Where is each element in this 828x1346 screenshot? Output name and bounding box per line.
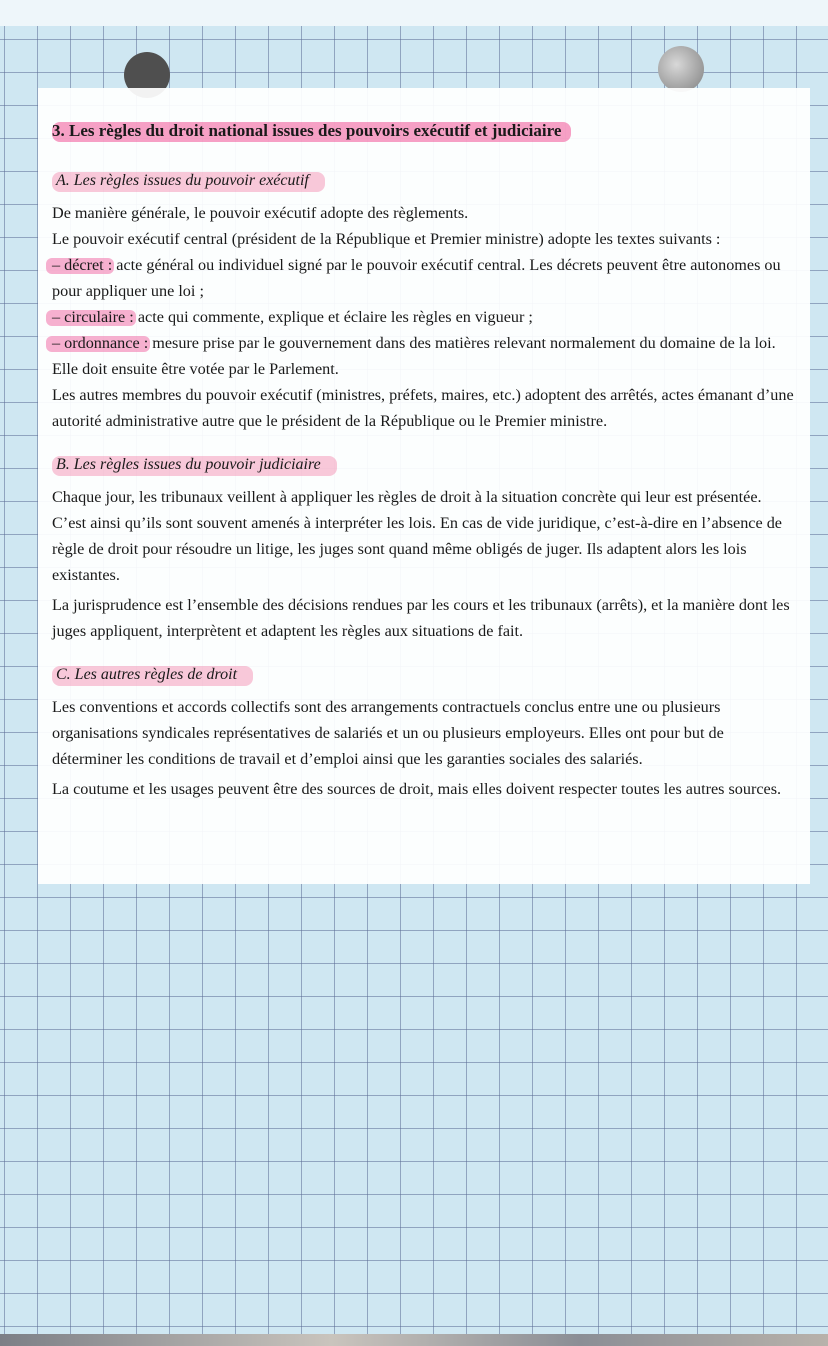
- section-b-paragraph-1: Chaque jour, les tribunaux veillent à appliquer les règles de droit à la situation concrète qui leur est présentée. C’est ainsi qu’ils sont souvent amenés à interpréter les lois. En cas de vide juridique, c’est-à-dire en l’absence de règle de droit pour résoudre un litige, les juges sont quand même obligés de juger. Ils adaptent alors les lois existantes.: [52, 488, 782, 584]
- section-c-title-text: C. Les autres règles de droit: [56, 666, 238, 683]
- term-decret: – décret :: [52, 252, 112, 278]
- list-item-ordonnance: [52, 330, 796, 382]
- section-a-intro: De manière générale, le pouvoir exécutif adopte des règlements.: [52, 204, 469, 222]
- section-c-paragraph-2: La coutume et les usages peuvent être des sources de droit, mais elles doivent respecter toutes les autres sources.: [52, 780, 782, 798]
- section-a-title: [52, 168, 325, 194]
- section-other-rules: [52, 654, 796, 802]
- section-c-paragraph-1: Les conventions et accords collectifs sont des arrangements contractuels conclus entre une ou plusieurs organisations syndicales représentatives de salariés et un ou plusieurs employeurs. Elles ont pour but de déterminer les conditions de travail et d’emploi ainsi que les garanties sociales des salariés.: [52, 698, 724, 768]
- decret-definition: acte général ou individuel signé par le pouvoir exécutif central. Les décrets peuvent être autonomes ou pour appliquer une loi ;: [52, 256, 781, 300]
- section-c-title: [52, 662, 253, 688]
- section-a-central: Le pouvoir exécutif central (président de la République et Premier ministre) adopte les textes suivants :: [52, 230, 721, 248]
- main-heading: [52, 118, 571, 144]
- section-b-title: [52, 452, 337, 478]
- section-executive: [52, 160, 796, 434]
- section-b-title-text: B. Les règles issues du pouvoir judiciaire: [56, 456, 321, 473]
- list-item-decret: [52, 252, 796, 304]
- section-judicial: [52, 444, 796, 644]
- section-a-title-text: A. Les règles issues du pouvoir exécutif: [56, 172, 309, 189]
- section-a-others: Les autres membres du pouvoir exécutif (ministres, préfets, maires, etc.) adoptent des arrêtés, actes émanant d’une autorité administrative autre que le président de la République ou le Premier ministre.: [52, 386, 794, 430]
- sheet-top-edge: [0, 0, 828, 26]
- term-ordonnance: – ordonnance :: [52, 330, 148, 356]
- list-item-circulaire: [52, 304, 796, 330]
- ordonnance-definition: mesure prise par le gouvernement dans des matières relevant normalement du domaine de la loi. Elle doit ensuite être votée par le Parlement.: [52, 334, 776, 378]
- document-content: [52, 118, 796, 802]
- circulaire-definition: acte qui commente, explique et éclaire les règles en vigueur ;: [133, 308, 533, 326]
- term-circulaire: – circulaire :: [52, 304, 134, 330]
- section-b-paragraph-2: La jurisprudence est l’ensemble des décisions rendues par les cours et les tribunaux (arrêts), et la manière dont les juges appliquent, interprètent et adaptent les règles aux situations de fait.: [52, 596, 790, 640]
- main-heading-text: 3. Les règles du droit national issues des pouvoirs exécutif et judiciaire: [52, 121, 562, 140]
- punch-hole-right: [658, 46, 704, 92]
- background-surface: [0, 1334, 828, 1346]
